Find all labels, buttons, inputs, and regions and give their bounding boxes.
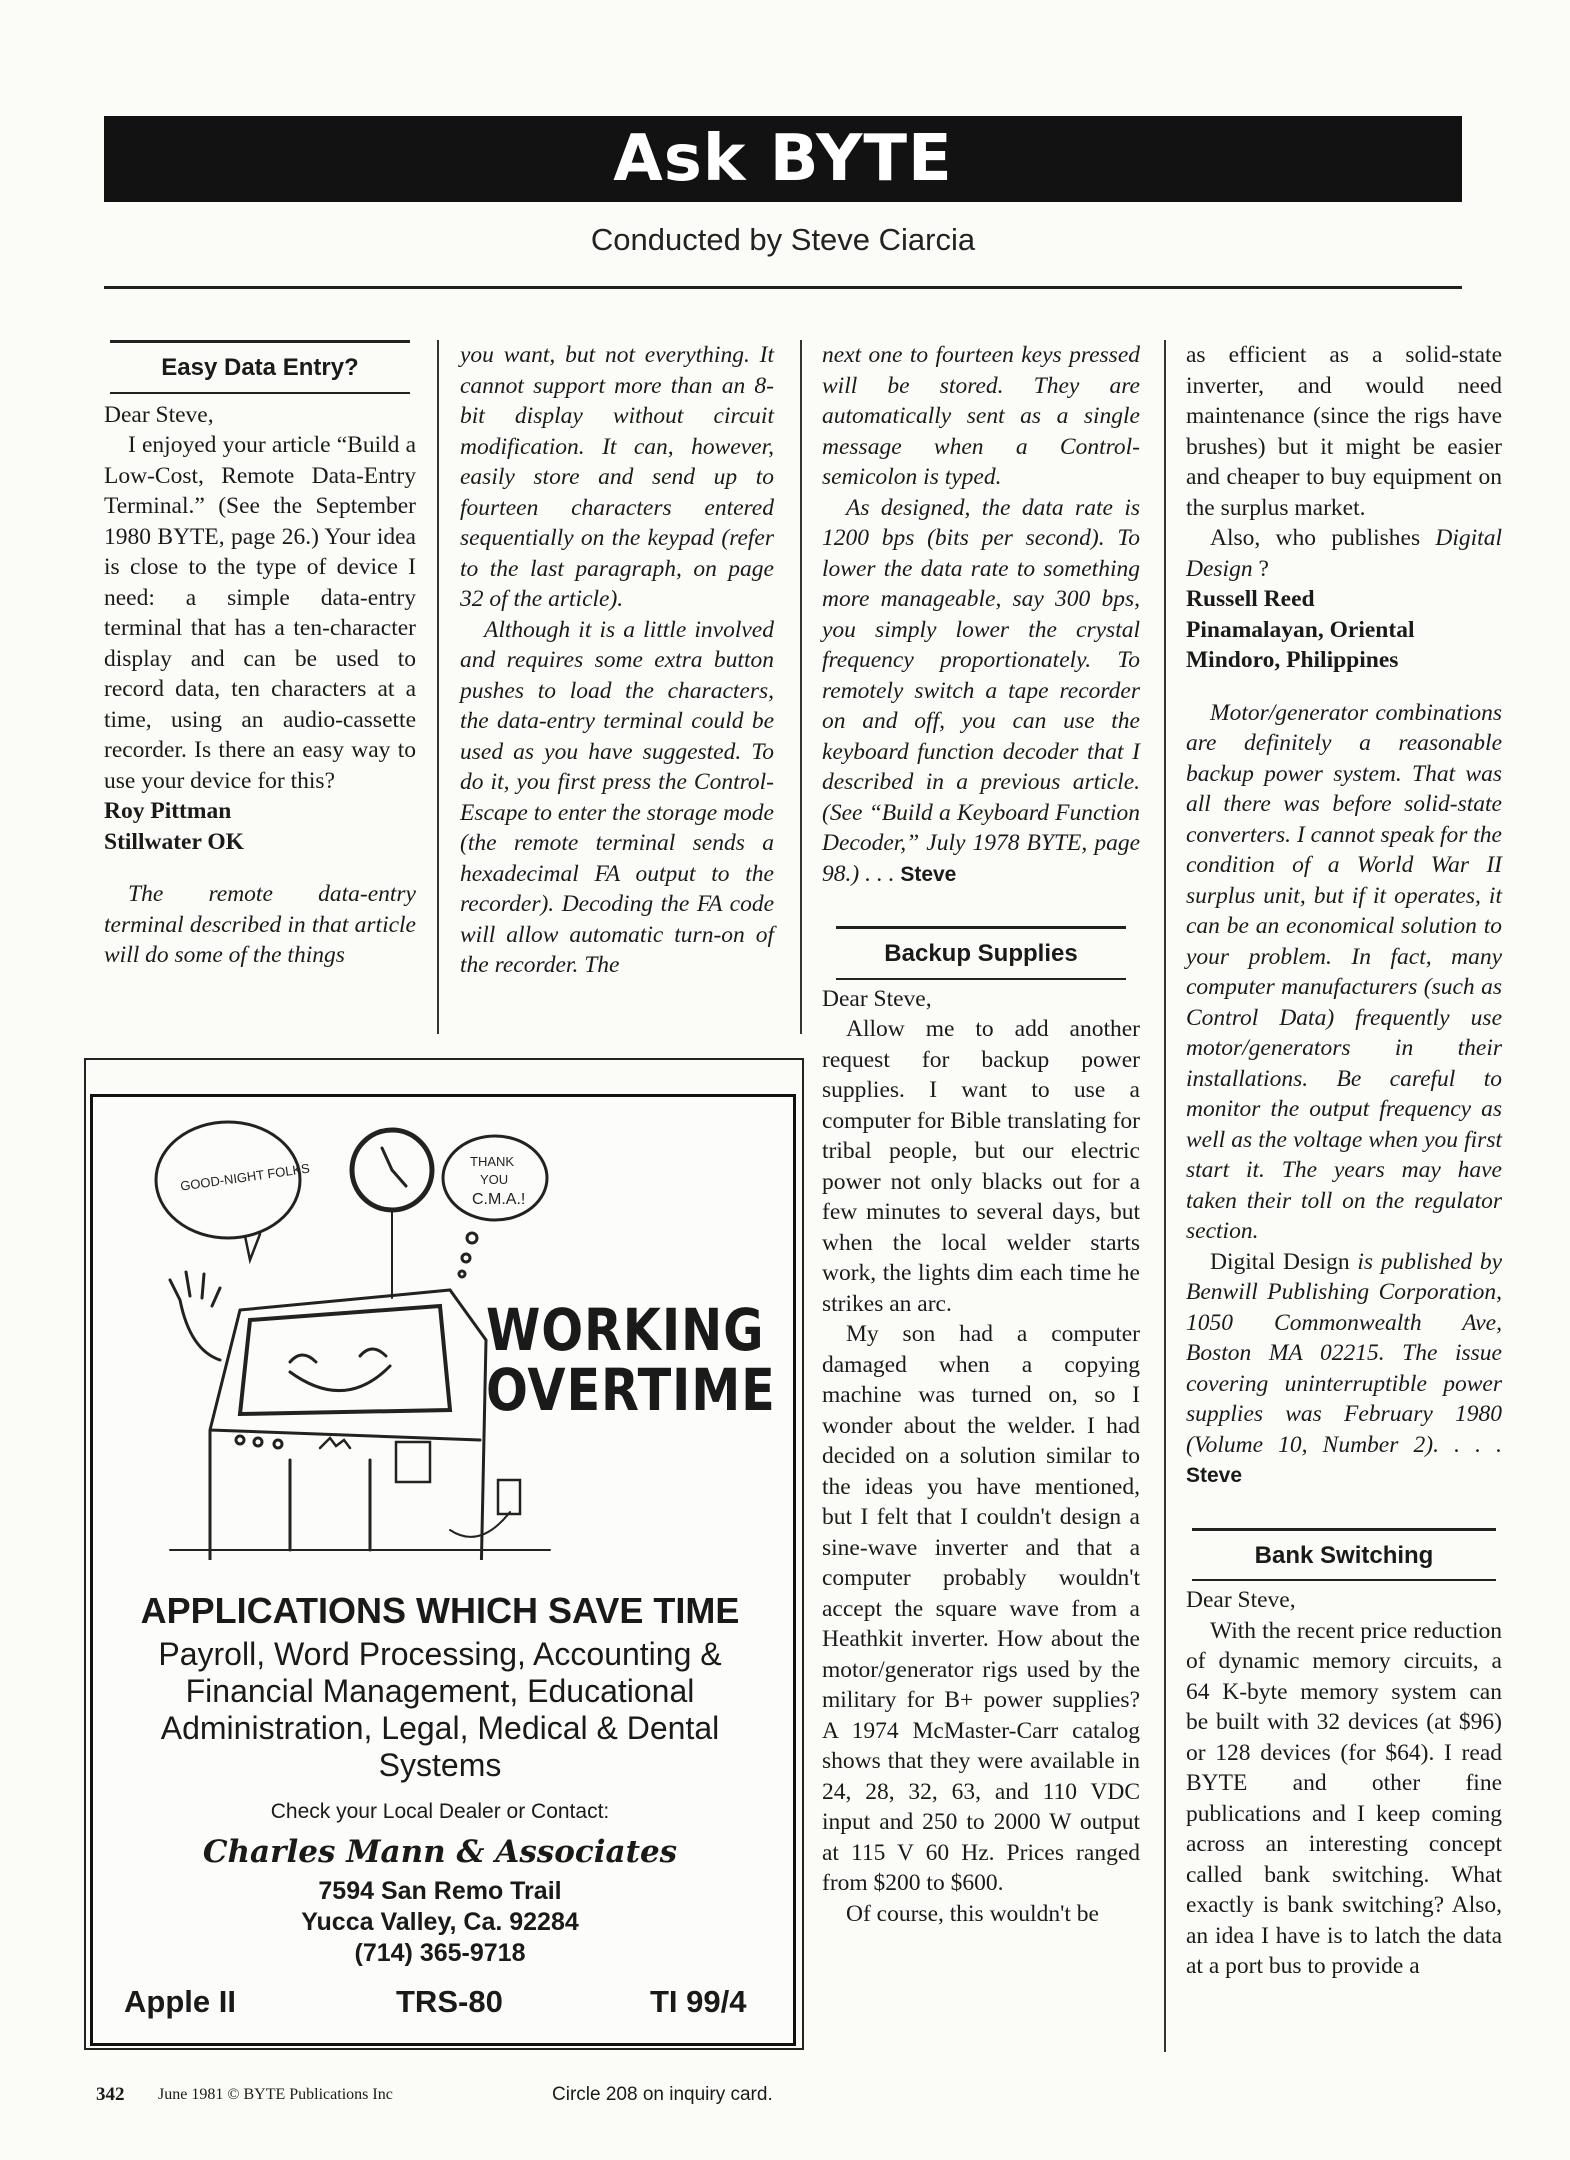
section-header-backup-supplies xyxy=(836,926,1126,980)
section-title: Easy Data Entry? xyxy=(161,354,359,381)
letter-text: as efficient as a solid-state inverter, and would need maintenance (since the rigs have brushes) but it might be easier and cheaper to buy equipment on the surplus market. xyxy=(1186,342,1502,521)
letter-author: Roy Pittman xyxy=(104,798,232,824)
header-rule xyxy=(104,286,1462,289)
column-1 xyxy=(104,340,416,971)
bubble-left-text: GOOD-NIGHT FOLKS xyxy=(179,1160,311,1194)
waving-hand-icon xyxy=(170,1272,220,1360)
ad-address: 7594 San Remo Trail Yucca Valley, Ca. 92284 (714) 365-9718 xyxy=(301,1877,579,1967)
salutation: Dear Steve, xyxy=(1186,1587,1296,1613)
ad-apps-title: APPLICATIONS WHICH SAVE TIME xyxy=(140,1590,740,1631)
footer-inquiry: Circle 208 on inquiry card. xyxy=(552,2084,773,2105)
section-header-easy-data-entry xyxy=(110,340,410,394)
salutation: Dear Steve, xyxy=(822,985,932,1012)
letter-author: Russell Reed xyxy=(1186,586,1315,612)
reply-text: you want, but not everything. It cannot support more than an 8-bit display without circuit modification. It can, however, easily store and send up to fourteen characters entered sequentially on the keypad (refer to the last paragraph, on page 32 of the article). xyxy=(460,342,774,612)
platform-label: TI 99/4 xyxy=(650,1984,747,2019)
reply-text: Digital Design is published by Benwill Publishing Corporation, 1050 Commonwealth Ave, Boston MA 02215. The issue covering uninterruptible power supplies was February 1980 (Volume 10, Number 2). . . . Steve xyxy=(1186,1248,1503,1487)
letter-location: Stillwater OK xyxy=(104,828,244,855)
terminal-screen xyxy=(240,1306,450,1414)
bubble-right-text: C.M.A.! xyxy=(472,1191,526,1208)
column-4 xyxy=(1186,340,1502,1982)
bubble-right-text: THANK xyxy=(470,1154,515,1169)
column-divider xyxy=(800,340,802,1034)
column-divider xyxy=(1164,340,1166,2052)
platform-label: Apple II xyxy=(124,1984,236,2019)
column-title: Ask BYTE xyxy=(613,122,953,196)
terminal-body xyxy=(210,1290,486,1560)
platform-label: TRS-80 xyxy=(396,1984,503,2019)
byline: Conducted by Steve Ciarcia xyxy=(590,222,976,257)
wall-outlet-icon xyxy=(498,1480,520,1514)
letter-text: Allow me to add another request for backup power supplies. I want to use a computer for Bible translating for tribal people, but our electric power not only blacks out for a few minutes to several days, but when the local welder starts work, the lights dim each time he strikes an arc. xyxy=(822,1016,1140,1317)
section-title: Bank Switching xyxy=(1254,1541,1434,1569)
letter-location: Mindoro, Philippines xyxy=(1186,647,1399,673)
ad-apps-description: Payroll, Word Processing, Accounting & Financial Management, Educational Administration, Legal, Medical & Dental Systems xyxy=(158,1636,722,1783)
footer-issue: June 1981 © BYTE Publications Inc xyxy=(158,2086,393,2103)
ad-contact-prompt: Check your Local Dealer or Contact: xyxy=(270,1800,610,1823)
reply-text: Motor/generator combinations are definitely a reasonable backup power system. That was all there was before solid-state converters. I cannot speak for the condition of a World War II surplus unit, but if it operates, it can be an economical solution to your problem. In fact, many computer manufacturers (such as Control Data) frequently use motor/generators in their installations. Be careful to monitor the output frequency as well as the voltage when you first start it. The years may have taken their toll on the regulator section. xyxy=(1186,699,1502,1244)
letter-text: I enjoyed your article “Build a Low-Cost, Remote Data-Entry Terminal.” (See the September 1980 BYTE, page 26.) Your idea is close to the type of device I need: a simple data-entry terminal that has a ten-character display and can be used to record data, ten characters at a time, using an audio-cassette recorder. Is there an easy way to use your device for this? xyxy=(104,432,416,794)
ad-company-name: Charles Mann & Associates xyxy=(202,1834,678,1870)
letter-text: Of course, this wouldn't be xyxy=(846,1900,1099,1927)
letter-location: Pinamalayan, Oriental xyxy=(1186,616,1415,643)
section-title: Backup Supplies xyxy=(884,940,1078,967)
reply-signature: Steve xyxy=(900,862,957,886)
reply-text: next one to fourteen keys pressed will be stored. They are automatically sent as a single message when a Control-semicolon is typed. xyxy=(822,342,1140,490)
letter-text: Also, who publishes Digital Design ? xyxy=(1186,525,1502,582)
section-header-bank-switching xyxy=(1192,1528,1496,1582)
letter-text: With the recent price reduction of dynamic memory circuits, a 64 K-byte memory system can be built with 32 devices (at $96) or 128 devices (for $64). I read BYTE and other fine publications and I keep coming across an interesting concept called bank switching. What exactly is bank switching? Also, an idea I have is to latch the data at a port bus to provide a xyxy=(1186,1617,1502,1979)
reply-text: The remote data-entry terminal described in that article will do some of the things xyxy=(104,881,416,968)
letter-text: My son had a computer damaged when a copying machine was turned on, so I wonder about the welder. I had decided on a solution similar to the ideas you have mentioned, but I felt that I couldn't design a sine-wave inverter and that a computer probably wouldn't accept the square wave from a Heathkit inverter. How about the motor/generator rigs used by the military for B+ power supplies? A 1974 McMaster-Carr catalog shows that they were available in 24, 28, 32, 63, and 110 VDC input and 250 to 2000 W output at 115 V 60 Hz. Prices ranged from $200 to $600. xyxy=(822,1321,1140,1896)
reply-text: Although it is a little involved and requires some extra button pushes to load the characters, the data-entry terminal could be used as you have suggested. To do it, you first press the Control-Escape to enter the storage mode (the remote terminal sends a hexadecimal FA output to the recorder). Decoding the FA code will allow automatic turn-on of the recorder. The xyxy=(460,616,774,978)
column-3 xyxy=(822,340,1140,1929)
ad-headline: WORKING OVERTIME xyxy=(486,1296,776,1424)
column-2 xyxy=(460,340,774,981)
column-divider xyxy=(437,340,439,1034)
reply-signature: Steve xyxy=(1186,1464,1243,1487)
salutation: Dear Steve, xyxy=(104,401,214,428)
reply-text: As designed, the data rate is 1200 bps (bits per second). To lower the data rate to something more manageable, say 300 bps, you simply lower the crystal frequency proportionately. To remotely switch a tape recorder on and off, you can use the keyboard function decoder that I described in a previous article. (See “Build a Keyboard Function Decoder,” July 1978 BYTE, page 98.) . . . Steve xyxy=(822,494,1140,887)
page-number: 342 xyxy=(96,2084,125,2105)
column-title-banner xyxy=(104,116,1462,202)
bubble-right-text: YOU xyxy=(480,1172,509,1187)
